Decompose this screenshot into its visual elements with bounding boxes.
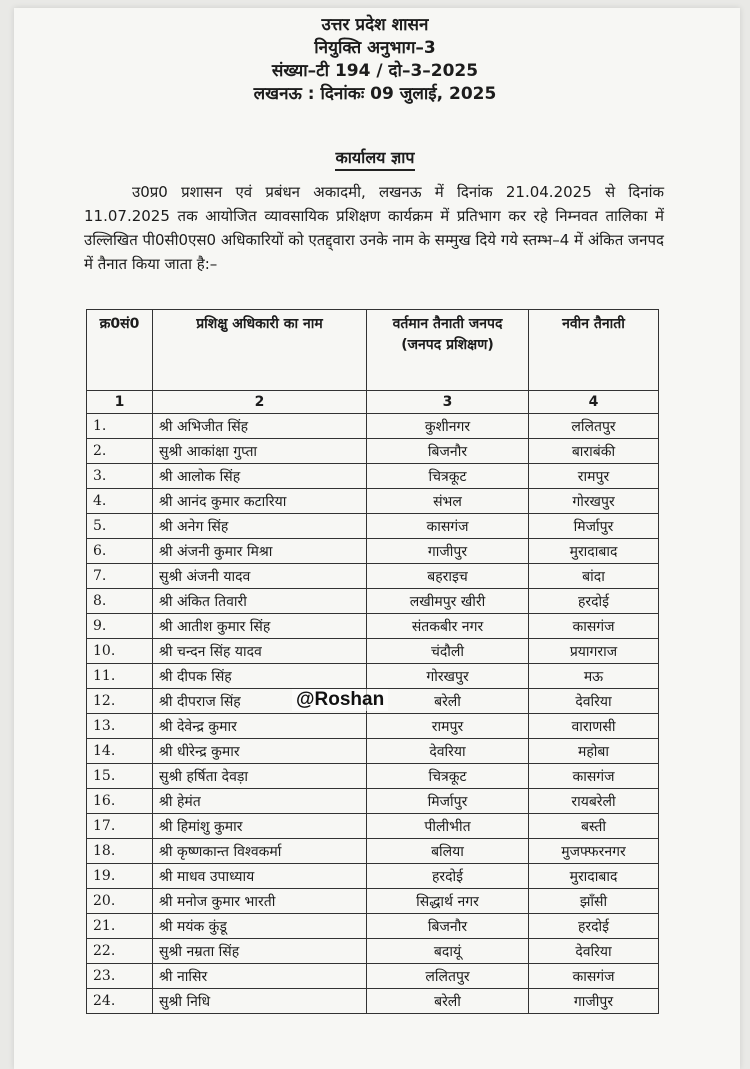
row-serial: 13. (87, 714, 153, 739)
row-serial: 11. (87, 664, 153, 689)
row-new-district: देवरिया (529, 939, 659, 964)
row-officer-name: श्री मनोज कुमार भारती (153, 889, 367, 914)
table-row (87, 589, 659, 614)
row-officer-name: श्री धीरेन्द्र कुमार (153, 739, 367, 764)
row-current-district: हरदोई (367, 864, 529, 889)
row-new-district: मुजफ्फरनगर (529, 839, 659, 864)
row-current-district: कासगंज (367, 514, 529, 539)
table-row (87, 414, 659, 439)
row-current-district: बहराइच (367, 564, 529, 589)
row-serial: 3. (87, 464, 153, 489)
column-number: 1 (87, 391, 153, 414)
row-new-district: गोरखपुर (529, 489, 659, 514)
header-name: प्रशिक्षु अधिकारी का नाम (153, 310, 367, 391)
row-current-district: ललितपुर (367, 964, 529, 989)
row-current-district: संभल (367, 489, 529, 514)
row-new-district: बाराबंकी (529, 439, 659, 464)
row-serial: 10. (87, 639, 153, 664)
row-officer-name: श्री कृष्णकान्त विश्वकर्मा (153, 839, 367, 864)
row-new-district: झाँसी (529, 889, 659, 914)
row-current-district: चंदौली (367, 639, 529, 664)
row-current-district: बिजनौर (367, 439, 529, 464)
table-row (87, 514, 659, 539)
row-officer-name: श्री चन्दन सिंह यादव (153, 639, 367, 664)
row-serial: 15. (87, 764, 153, 789)
row-officer-name: श्री हिमांशु कुमार (153, 814, 367, 839)
row-new-district: मऊ (529, 664, 659, 689)
row-officer-name: सुश्री अंजनी यादव (153, 564, 367, 589)
row-serial: 1. (87, 414, 153, 439)
row-new-district: ललितपुर (529, 414, 659, 439)
row-serial: 7. (87, 564, 153, 589)
header-government: उत्तर प्रदेश शासन (321, 15, 429, 35)
document-header (0, 14, 750, 106)
row-serial: 2. (87, 439, 153, 464)
table-row (87, 614, 659, 639)
memo-paragraph: उ0प्र0 प्रशासन एवं प्रबंधन अकादमी, लखनऊ में दिनांक 21.04.2025 से दिनांक 11.07.2025 तक आयोजित व्यावसायिक प्रशिक्षण कार्यक्रम में प्रतिभाग कर रहे निम्नवत तालिका में उल्लिखित पी0सी0एस0 अधिकारियों को एतद्द्वारा उनके नाम के सम्मुख दिये गये स्तम्भ–4 में अंकित जनपद में तैनात किया जाता है:– (84, 183, 664, 273)
table-row (87, 839, 659, 864)
row-current-district: मिर्जापुर (367, 789, 529, 814)
row-new-district: कासगंज (529, 614, 659, 639)
table-row (87, 889, 659, 914)
row-serial: 21. (87, 914, 153, 939)
memo-body (84, 180, 664, 276)
table-row (87, 564, 659, 589)
row-officer-name: श्री आतीश कुमार सिंह (153, 614, 367, 639)
row-officer-name: श्री हेमंत (153, 789, 367, 814)
row-current-district: सिद्धार्थ नगर (367, 889, 529, 914)
row-officer-name: श्री दीपक सिंह (153, 664, 367, 689)
table-row (87, 714, 659, 739)
row-current-district: बरेली (367, 989, 529, 1014)
row-new-district: बांदा (529, 564, 659, 589)
memo-title-text: कार्यालय ज्ञाप (335, 148, 414, 171)
row-serial: 14. (87, 739, 153, 764)
table-row (87, 814, 659, 839)
table-row (87, 539, 659, 564)
postings-table (86, 309, 659, 1014)
header-date: लखनऊ : दिनांकः 09 जुलाई, 2025 (253, 84, 497, 104)
row-officer-name: श्री अंकित तिवारी (153, 589, 367, 614)
row-current-district: लखीमपुर खीरी (367, 589, 529, 614)
row-new-district: कासगंज (529, 764, 659, 789)
column-number: 3 (367, 391, 529, 414)
row-serial: 20. (87, 889, 153, 914)
row-officer-name: श्री अंजनी कुमार मिश्रा (153, 539, 367, 564)
table-row (87, 789, 659, 814)
row-current-district: बिजनौर (367, 914, 529, 939)
table-header-row (87, 310, 659, 391)
row-serial: 23. (87, 964, 153, 989)
memo-title (0, 146, 750, 168)
row-current-district: चित्रकूट (367, 764, 529, 789)
table-row (87, 914, 659, 939)
row-serial: 12. (87, 689, 153, 714)
column-number: 2 (153, 391, 367, 414)
table-row (87, 964, 659, 989)
table-row (87, 664, 659, 689)
column-number: 4 (529, 391, 659, 414)
row-current-district: रामपुर (367, 714, 529, 739)
table-row (87, 639, 659, 664)
row-new-district: कासगंज (529, 964, 659, 989)
row-current-district: गाजीपुर (367, 539, 529, 564)
row-current-district: पीलीभीत (367, 814, 529, 839)
row-officer-name: श्री आनंद कुमार कटारिया (153, 489, 367, 514)
row-officer-name: श्री देवेन्द्र कुमार (153, 714, 367, 739)
row-current-district: चित्रकूट (367, 464, 529, 489)
row-officer-name: श्री दीपराज सिंह (153, 689, 367, 714)
row-current-district: बलिया (367, 839, 529, 864)
row-new-district: रामपुर (529, 464, 659, 489)
row-new-district: मिर्जापुर (529, 514, 659, 539)
table-row (87, 864, 659, 889)
row-new-district: प्रयागराज (529, 639, 659, 664)
row-serial: 19. (87, 864, 153, 889)
header-number: संख्या–टी 194 / दो–3–2025 (271, 61, 479, 81)
row-serial: 6. (87, 539, 153, 564)
row-officer-name: सुश्री आकांक्षा गुप्ता (153, 439, 367, 464)
row-serial: 16. (87, 789, 153, 814)
row-new-district: महोबा (529, 739, 659, 764)
row-serial: 8. (87, 589, 153, 614)
header-new-posting: नवीन तैनाती (529, 310, 659, 391)
table-row (87, 464, 659, 489)
row-serial: 17. (87, 814, 153, 839)
row-new-district: वाराणसी (529, 714, 659, 739)
row-officer-name: श्री अनेग सिंह (153, 514, 367, 539)
row-officer-name: श्री अभिजीत सिंह (153, 414, 367, 439)
table-row (87, 439, 659, 464)
header-current-posting: वर्तमान तैनाती जनपद (जनपद प्रशिक्षण) (367, 310, 529, 391)
row-officer-name: सुश्री हर्षिता देवड़ा (153, 764, 367, 789)
table-row (87, 939, 659, 964)
row-new-district: देवरिया (529, 689, 659, 714)
row-new-district: बस्ती (529, 814, 659, 839)
row-officer-name: सुश्री नम्रता सिंह (153, 939, 367, 964)
row-serial: 22. (87, 939, 153, 964)
row-officer-name: श्री आलोक सिंह (153, 464, 367, 489)
row-serial: 9. (87, 614, 153, 639)
table-row (87, 989, 659, 1014)
row-new-district: गाजीपुर (529, 989, 659, 1014)
row-officer-name: श्री माधव उपाध्याय (153, 864, 367, 889)
row-new-district: हरदोई (529, 914, 659, 939)
row-serial: 24. (87, 989, 153, 1014)
row-serial: 18. (87, 839, 153, 864)
row-officer-name: श्री मयंक कुंडू (153, 914, 367, 939)
watermark: @Roshan (292, 689, 388, 711)
row-new-district: मुरादाबाद (529, 539, 659, 564)
row-new-district: मुरादाबाद (529, 864, 659, 889)
row-serial: 5. (87, 514, 153, 539)
header-sr: क्र0सं0 (87, 310, 153, 391)
row-officer-name: श्री नासिर (153, 964, 367, 989)
table-row (87, 489, 659, 514)
row-new-district: हरदोई (529, 589, 659, 614)
row-current-district: संतकबीर नगर (367, 614, 529, 639)
row-current-district: गोरखपुर (367, 664, 529, 689)
row-serial: 4. (87, 489, 153, 514)
row-current-district: बदायूं (367, 939, 529, 964)
table-row (87, 764, 659, 789)
header-section: नियुक्ति अनुभाग–3 (314, 38, 436, 58)
row-current-district: बरेली (367, 689, 529, 714)
row-current-district: देवरिया (367, 739, 529, 764)
table-row (87, 739, 659, 764)
row-current-district: कुशीनगर (367, 414, 529, 439)
row-new-district: रायबरेली (529, 789, 659, 814)
column-number-row (87, 391, 659, 414)
row-officer-name: सुश्री निधि (153, 989, 367, 1014)
